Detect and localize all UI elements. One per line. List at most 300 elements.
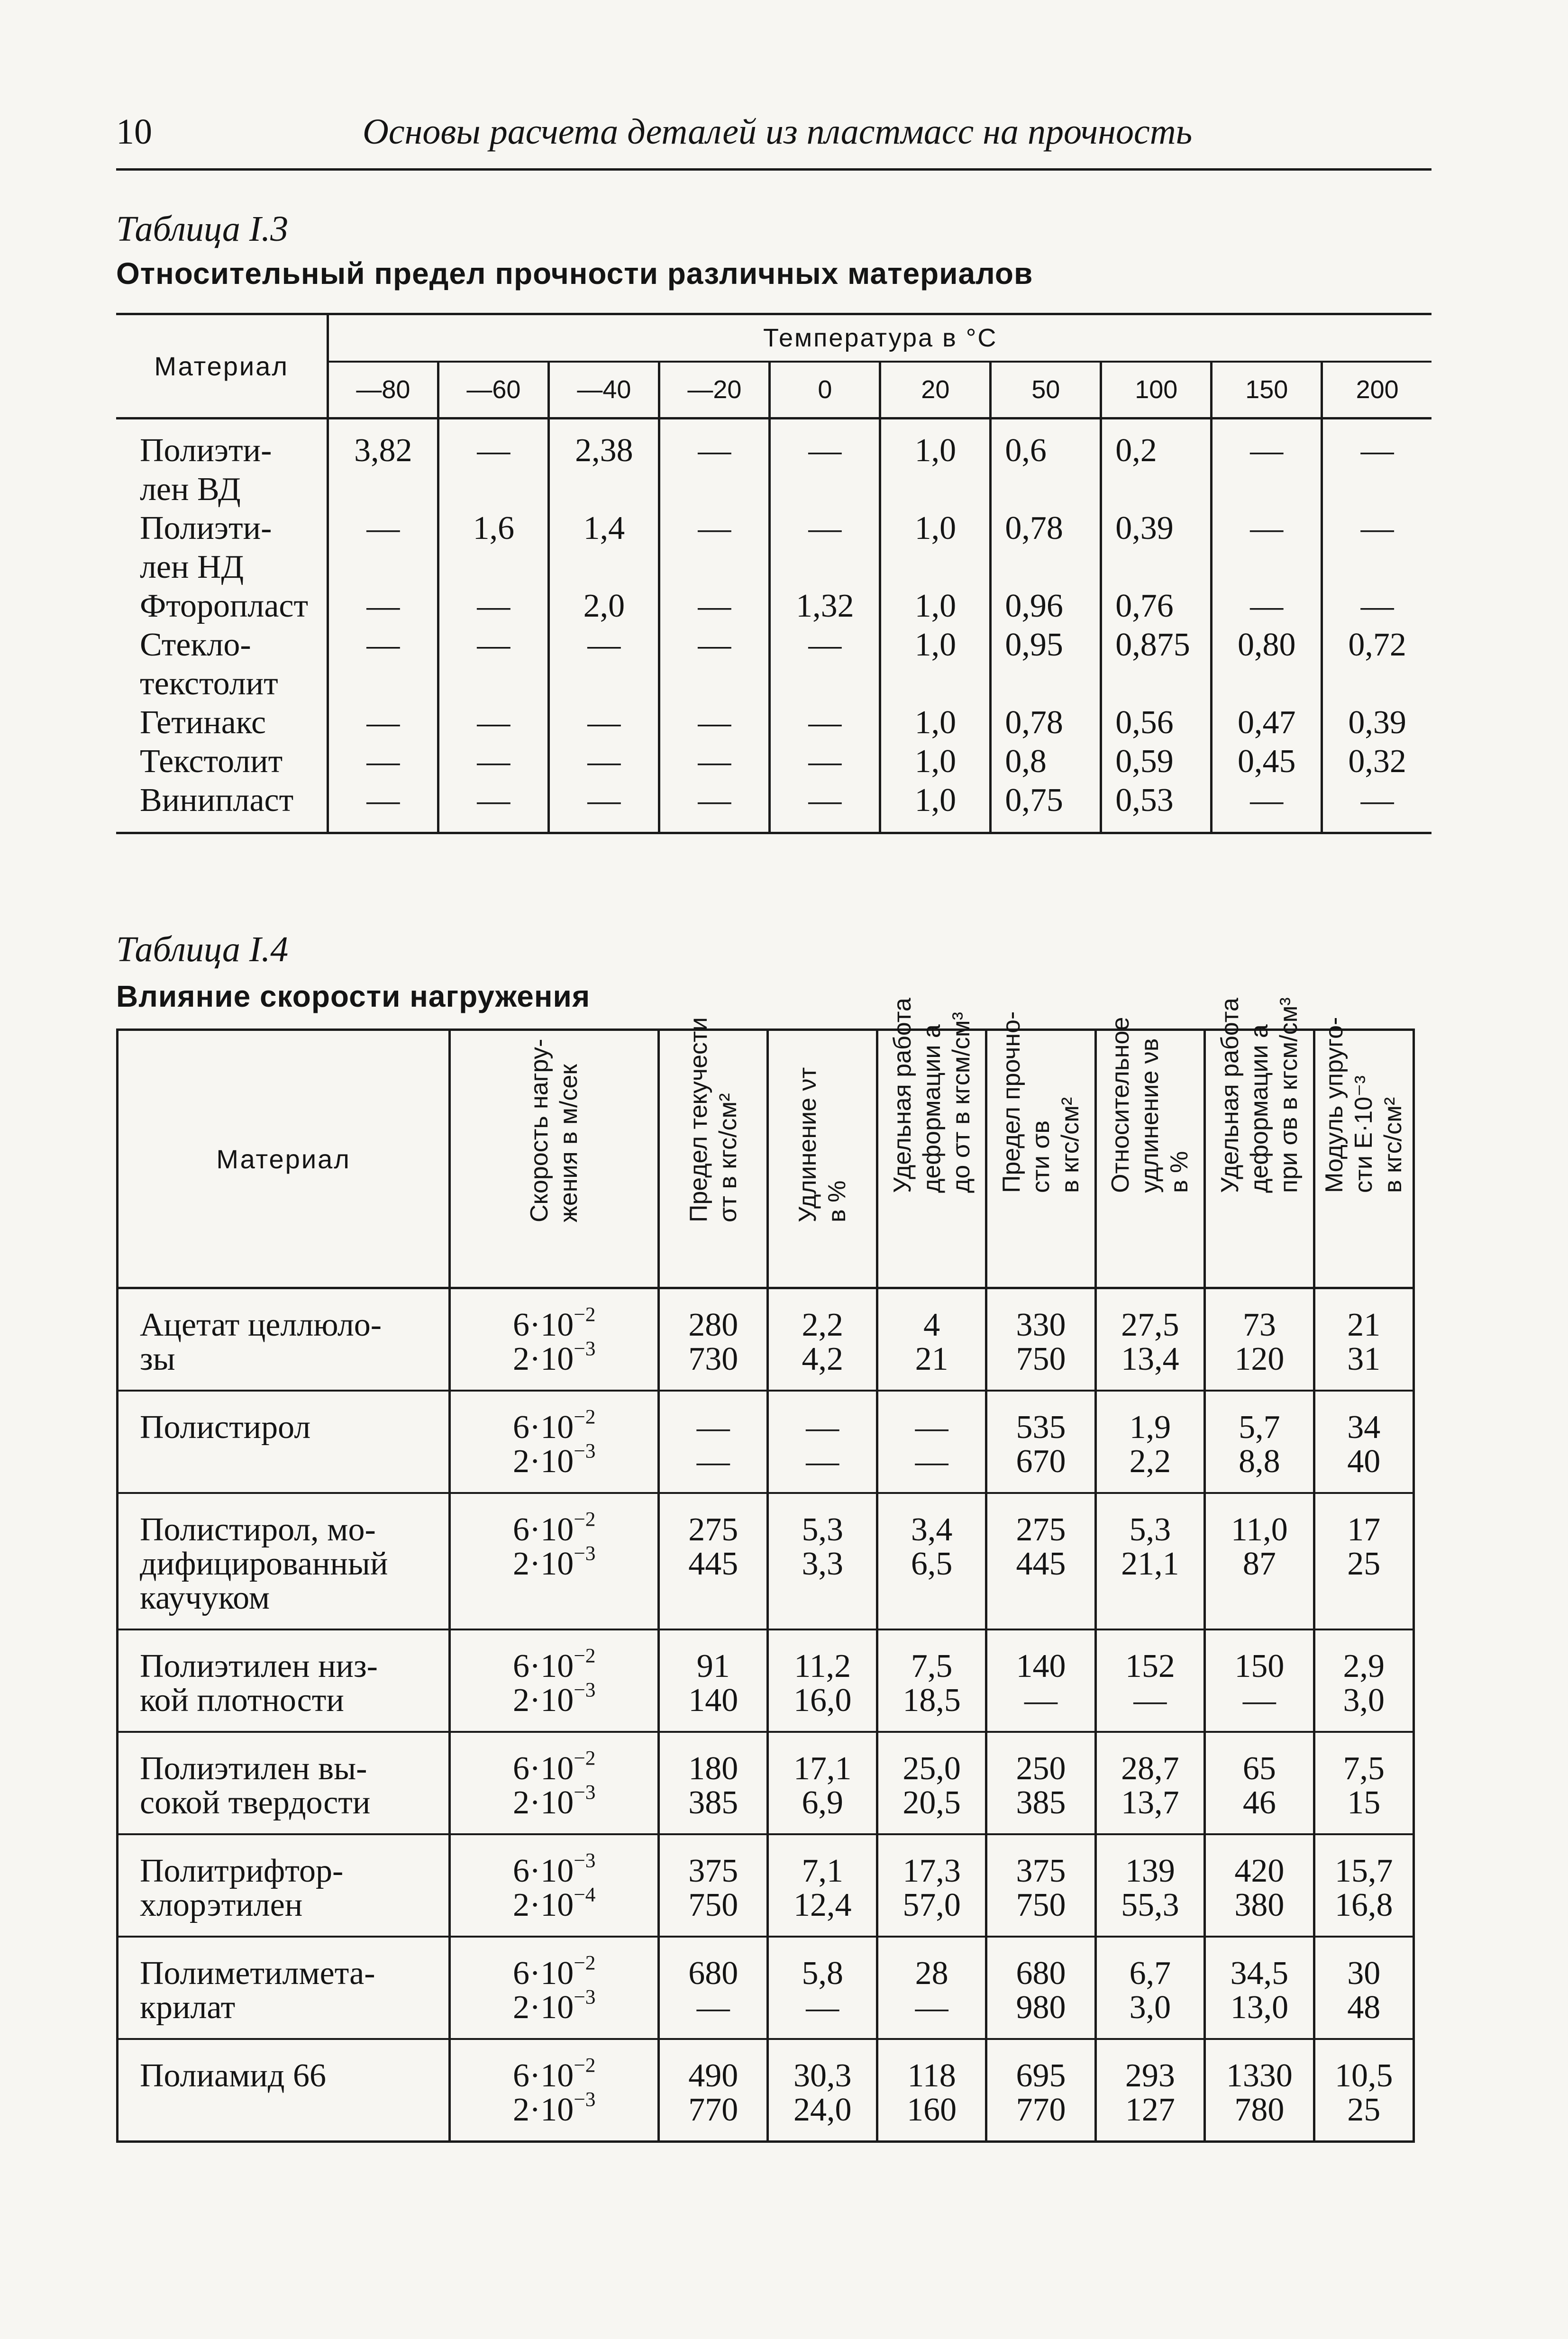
table-row: [118, 1493, 1414, 1629]
column-header-text: Модуль упруго- сти E·10⁻³ в кгс/см²: [1321, 1017, 1407, 1193]
value-line: 750: [688, 1887, 738, 1923]
value-line: 46: [1242, 1784, 1276, 1821]
material-line: Полиэтилен низ-: [140, 1648, 378, 1684]
material-cell: [118, 1834, 450, 1937]
value-line: 24,0: [793, 2092, 852, 2128]
value-cell: [877, 1834, 986, 1937]
column-header-text: Удлинение νт в %: [794, 1067, 851, 1222]
value-cell: [877, 1391, 986, 1493]
value-cell: [1095, 1937, 1204, 2039]
value-cell: [877, 1493, 986, 1629]
value-cell: 0,47: [1212, 703, 1322, 742]
column-header-wrap: [878, 998, 985, 1287]
speed-value: $2\cdot 10^{-3}$: [512, 1542, 596, 1582]
value-line: 980: [1016, 1989, 1066, 2026]
temperature-column-header: 200: [1356, 375, 1399, 404]
value-cell: —: [1360, 432, 1394, 469]
column-header: [986, 1011, 1095, 1288]
material-line: сокой твердости: [140, 1784, 371, 1821]
table-row: [118, 2039, 1414, 2142]
value-line: 15: [1347, 1784, 1381, 1821]
value-cell: 0,59: [1101, 742, 1212, 781]
speed-value: $2\cdot 10^{-3}$: [512, 1781, 596, 1821]
speed-exponent: −3: [574, 2088, 596, 2111]
value-line: 55,3: [1121, 1887, 1179, 1923]
value-line: 1,9: [1129, 1409, 1171, 1446]
value-cell: [986, 2039, 1095, 2142]
material-line: Ацетат целлюло-: [140, 1307, 382, 1343]
value-line: 695: [1016, 2057, 1066, 2094]
speed-value: $6\cdot 10^{-2}$: [512, 1951, 596, 1992]
material-cell: [116, 781, 328, 833]
value-line: 139: [1125, 1853, 1175, 1889]
value-cell: [1095, 2039, 1204, 2142]
value-cell: 0,53: [1101, 781, 1212, 833]
value-line: 11,2: [794, 1648, 851, 1684]
value-cell: 1,0: [880, 742, 991, 781]
value-cell: [1095, 1732, 1204, 1834]
value-line: 17,1: [793, 1750, 852, 1787]
value-line: —: [915, 1443, 948, 1480]
speed-cell: [450, 1732, 659, 1834]
page-number: 10: [116, 112, 152, 152]
value-line: 375: [688, 1853, 738, 1889]
speed-value: $2\cdot 10^{-3}$: [512, 1678, 596, 1719]
speed-value: $6\cdot 10^{-2}$: [512, 1644, 596, 1684]
value-line: 6,7: [1129, 1955, 1171, 1992]
value-cell: [1205, 1937, 1314, 2039]
value-line: 140: [1016, 1648, 1066, 1684]
value-line: 5,8: [802, 1955, 843, 1992]
value-cell: [877, 2039, 986, 2142]
value-cell: [986, 1288, 1095, 1391]
value-line: 13,7: [1121, 1784, 1179, 1821]
speed-exponent: −3: [574, 1439, 596, 1463]
value-cell: [768, 1937, 877, 2039]
value-cell: —: [549, 703, 659, 742]
value-cell: —: [770, 742, 880, 781]
material-cell: [118, 2039, 450, 2142]
table14-material-header: Материал: [118, 1030, 450, 1288]
value-line: 375: [1016, 1853, 1066, 1889]
value-cell: —: [659, 626, 770, 703]
material-line: Стекло-: [140, 627, 251, 663]
value-cell: —: [1212, 781, 1322, 833]
table14-label: Таблица I.4: [116, 929, 289, 969]
header-rule: [116, 168, 1431, 171]
value-cell: —: [549, 742, 659, 781]
column-header: [1205, 997, 1314, 1288]
material-cell: [116, 742, 328, 781]
value-cell: 0,76: [1101, 587, 1212, 626]
value-cell: —: [438, 587, 549, 626]
value-line: 31: [1347, 1341, 1381, 1377]
value-cell: [1095, 1834, 1204, 1937]
value-cell: [877, 1732, 986, 1834]
value-cell: —: [328, 587, 438, 626]
value-cell: [986, 1937, 1095, 2039]
value-line: 13,0: [1230, 1989, 1289, 2026]
value-cell: [1314, 1493, 1413, 1629]
value-line: 73: [1242, 1307, 1276, 1343]
material-cell: [118, 1732, 450, 1834]
value-cell: [659, 1391, 768, 1493]
value-cell: [768, 1629, 877, 1732]
speed-exponent: −3: [574, 1849, 596, 1872]
value-cell: —: [438, 703, 549, 742]
table13-temperature-header: Температура в °С: [328, 314, 1431, 362]
value-line: 25,0: [903, 1750, 961, 1787]
value-line: 18,5: [903, 1682, 961, 1719]
column-header-text: Предел текучести σт в кгс/см²: [684, 1017, 742, 1222]
value-cell: [877, 1629, 986, 1732]
value-cell: 0,72: [1348, 627, 1406, 663]
table13-title: Относительный предел прочности различных материалов: [116, 256, 1033, 291]
value-line: —: [1024, 1682, 1057, 1719]
value-cell: [1205, 1834, 1314, 1937]
value-cell: 0,78: [991, 509, 1101, 587]
table-row: [116, 419, 1431, 510]
column-header-wrap: [660, 1017, 766, 1287]
value-line: 21: [915, 1341, 948, 1377]
value-line: 13,4: [1121, 1341, 1179, 1377]
column-header-wrap: [769, 1036, 875, 1287]
value-line: 445: [1016, 1546, 1066, 1582]
value-cell: —: [770, 781, 880, 833]
speed-cell: [450, 2039, 659, 2142]
material-line: Полистирол, мо-: [140, 1511, 376, 1548]
value-line: 7,5: [1343, 1750, 1385, 1787]
value-line: 12,4: [793, 1887, 852, 1923]
value-line: 275: [1016, 1511, 1066, 1548]
speed-exponent: −4: [574, 1883, 596, 1906]
value-cell: [1314, 1732, 1413, 1834]
temperature-column-header: —20: [659, 362, 770, 419]
value-cell: [768, 1391, 877, 1493]
value-line: 3,3: [802, 1546, 843, 1582]
value-line: 8,8: [1239, 1443, 1280, 1480]
value-cell: —: [328, 781, 438, 833]
column-header: [659, 1017, 768, 1288]
material-line: лен НД: [140, 549, 244, 585]
value-cell: —: [1360, 510, 1394, 546]
column-header-text: Предел прочно- сти σв в кгс/см²: [998, 1011, 1084, 1193]
speed-cell: [450, 1391, 659, 1493]
value-cell: [986, 1732, 1095, 1834]
value-cell: [1205, 1493, 1314, 1629]
value-line: 17: [1347, 1511, 1381, 1548]
value-cell: 2,0: [549, 587, 659, 626]
value-line: 3,0: [1343, 1682, 1385, 1719]
value-cell: 0,6: [991, 419, 1101, 510]
value-line: 680: [1016, 1955, 1066, 1992]
material-line: Политрифтор-: [140, 1853, 344, 1889]
table-row: [118, 1391, 1414, 1493]
material-cell: [118, 1391, 450, 1493]
value-line: 6,5: [911, 1546, 953, 1582]
value-line: 30: [1347, 1955, 1381, 1992]
speed-cell: [450, 1493, 659, 1629]
value-cell: —: [770, 703, 880, 742]
table13: [116, 313, 1431, 834]
value-cell: —: [438, 419, 549, 510]
column-header: [450, 1030, 659, 1288]
value-line: —: [696, 1409, 730, 1446]
speed-exponent: −3: [574, 1678, 596, 1702]
value-line: 490: [688, 2057, 738, 2094]
speed-value: $6\cdot 10^{-2}$: [512, 2054, 596, 2094]
column-header-wrap: [987, 1011, 1094, 1287]
value-line: 160: [907, 2092, 957, 2128]
table-row: [118, 1288, 1414, 1391]
value-line: 48: [1347, 1989, 1381, 2026]
value-cell: —: [328, 742, 438, 781]
running-header: [116, 111, 1431, 161]
value-cell: [1314, 1629, 1413, 1732]
value-cell: 1,0: [880, 703, 991, 742]
value-line: —: [806, 1989, 839, 2026]
value-cell: [659, 1493, 768, 1629]
value-cell: 0,75: [991, 781, 1101, 833]
running-title: Основы расчета деталей из пластмасс на прочность: [363, 112, 1193, 152]
value-line: 21,1: [1121, 1546, 1179, 1582]
value-line: 20,5: [903, 1784, 961, 1821]
value-line: 140: [688, 1682, 738, 1719]
value-cell: [877, 1937, 986, 2039]
value-cell: 0,39: [1348, 704, 1406, 741]
value-line: 65: [1242, 1750, 1276, 1787]
table14-title: Влияние скорости нагружения: [116, 979, 591, 1013]
value-cell: [768, 2039, 877, 2142]
value-line: 293: [1125, 2057, 1175, 2094]
table-row: [118, 1629, 1414, 1732]
value-cell: —: [549, 781, 659, 833]
column-header-text: Скорость нагру- жения в м/сек: [526, 1038, 583, 1222]
value-line: 87: [1242, 1546, 1276, 1582]
value-cell: [877, 1288, 986, 1391]
material-line: дифицированный: [140, 1546, 388, 1582]
material-line: крилат: [140, 1989, 236, 2026]
material-line: зы: [140, 1341, 175, 1377]
column-header-wrap: [451, 1036, 657, 1287]
value-line: 25: [1347, 1546, 1381, 1582]
value-cell: [986, 1834, 1095, 1937]
value-cell: [1205, 1732, 1314, 1834]
value-line: 420: [1234, 1853, 1285, 1889]
value-cell: 0,96: [991, 587, 1101, 626]
value-cell: [1314, 1288, 1413, 1391]
value-cell: [1205, 1288, 1314, 1391]
value-cell: 1,0: [880, 419, 991, 510]
material-line: Полистирол: [140, 1409, 311, 1446]
column-header-wrap: [1206, 997, 1313, 1287]
value-cell: [659, 1834, 768, 1937]
value-line: 385: [1016, 1784, 1066, 1821]
value-cell: [986, 1629, 1095, 1732]
value-line: 57,0: [903, 1887, 961, 1923]
value-cell: [659, 1732, 768, 1834]
value-line: —: [806, 1409, 839, 1446]
value-cell: —: [770, 419, 880, 510]
value-cell: —: [328, 703, 438, 742]
column-header: [768, 1030, 877, 1288]
value-cell: 2,38: [549, 419, 659, 510]
speed-cell: [450, 1937, 659, 2039]
speed-value: $2\cdot 10^{-4}$: [512, 1883, 596, 1923]
material-line: текстолит: [140, 665, 278, 702]
value-line: 34,5: [1230, 1955, 1289, 1992]
table-row: [118, 1834, 1414, 1937]
material-line: Фторопласт: [140, 588, 309, 624]
material-line: Полиэти-: [140, 432, 272, 469]
column-header-text: Относительное удлинение νв в %: [1107, 1017, 1194, 1193]
value-cell: —: [659, 742, 770, 781]
material-line: кой плотности: [140, 1682, 344, 1719]
value-line: 6,9: [802, 1784, 843, 1821]
value-cell: —: [438, 626, 549, 703]
value-line: 16,8: [1335, 1887, 1393, 1923]
material-cell: [118, 1629, 450, 1732]
material-cell: [116, 419, 328, 510]
column-header-wrap: [1097, 1017, 1203, 1287]
speed-value: $6\cdot 10^{-2}$: [512, 1303, 596, 1343]
speed-exponent: −2: [574, 2054, 596, 2077]
value-line: 120: [1234, 1341, 1285, 1377]
speed-value: $6\cdot 10^{-2}$: [512, 1508, 596, 1548]
column-header: [1095, 1017, 1204, 1288]
value-cell: [768, 1732, 877, 1834]
speed-value: $2\cdot 10^{-3}$: [512, 1985, 596, 2026]
table13-label: Таблица I.3: [116, 209, 289, 249]
value-line: —: [806, 1443, 839, 1480]
value-cell: [768, 1834, 877, 1937]
value-cell: —: [659, 509, 770, 587]
speed-exponent: −3: [574, 1985, 596, 2009]
value-cell: 1,4: [549, 509, 659, 587]
value-line: 150: [1234, 1648, 1285, 1684]
table-row: [116, 781, 1431, 833]
value-line: 770: [1016, 2092, 1066, 2128]
value-line: 750: [1016, 1341, 1066, 1377]
value-line: 5,7: [1239, 1409, 1280, 1446]
value-line: 445: [688, 1546, 738, 1582]
value-cell: —: [659, 781, 770, 833]
value-line: 27,5: [1121, 1307, 1179, 1343]
temperature-column-header: —60: [438, 362, 549, 419]
value-line: 180: [688, 1750, 738, 1787]
value-cell: [1095, 1629, 1204, 1732]
temperature-column-header: 100: [1101, 362, 1212, 419]
value-line: —: [696, 1989, 730, 2026]
value-cell: [659, 1288, 768, 1391]
speed-value: $2\cdot 10^{-3}$: [512, 1439, 596, 1480]
value-line: 330: [1016, 1307, 1066, 1343]
table-row: [116, 703, 1431, 742]
temperature-column-header: —80: [328, 362, 438, 419]
value-cell: —: [328, 626, 438, 703]
value-line: 28,7: [1121, 1750, 1179, 1787]
value-line: —: [1242, 1682, 1276, 1719]
value-line: 2,9: [1343, 1648, 1385, 1684]
value-cell: [659, 2039, 768, 2142]
value-cell: [1314, 1834, 1413, 1937]
value-line: 535: [1016, 1409, 1066, 1446]
value-line: 10,5: [1335, 2057, 1393, 2094]
speed-value: $6\cdot 10^{-2}$: [512, 1747, 596, 1787]
value-line: —: [696, 1443, 730, 1480]
value-cell: 0,39: [1101, 509, 1212, 587]
material-line: Гетинакс: [140, 704, 266, 741]
value-line: 2,2: [1129, 1443, 1171, 1480]
value-cell: 1,0: [880, 781, 991, 833]
speed-exponent: −2: [574, 1644, 596, 1667]
speed-exponent: −2: [574, 1303, 596, 1326]
value-line: 770: [688, 2092, 738, 2128]
value-cell: 0,56: [1101, 703, 1212, 742]
value-cell: —: [1360, 588, 1394, 624]
value-line: 275: [688, 1511, 738, 1548]
value-line: 17,3: [903, 1853, 961, 1889]
value-cell: —: [438, 781, 549, 833]
value-cell: 0,95: [991, 626, 1101, 703]
speed-exponent: −3: [574, 1542, 596, 1565]
value-cell: [1205, 2039, 1314, 2142]
value-cell: [659, 1629, 768, 1732]
material-cell: [116, 703, 328, 742]
temperature-column-header: 50: [991, 362, 1101, 419]
material-line: Винипласт: [140, 782, 294, 819]
value-cell: [1095, 1493, 1204, 1629]
value-line: 28: [915, 1955, 948, 1992]
table-row: [116, 509, 1431, 587]
value-cell: —: [659, 419, 770, 510]
value-line: 7,5: [911, 1648, 953, 1684]
temperature-column-header: —40: [549, 362, 659, 419]
value-line: —: [915, 1989, 948, 2026]
value-line: 3,4: [911, 1511, 953, 1548]
value-line: 385: [688, 1784, 738, 1821]
value-cell: 1,32: [770, 587, 880, 626]
material-line: Текстолит: [140, 743, 283, 780]
material-line: Полиметилмета-: [140, 1955, 375, 1992]
value-line: 750: [1016, 1887, 1066, 1923]
material-line: лен ВД: [140, 471, 241, 508]
material-line: Полиэтилен вы-: [140, 1750, 367, 1787]
value-cell: —: [549, 626, 659, 703]
table14: [116, 997, 1415, 2143]
material-cell: [118, 1937, 450, 2039]
speed-exponent: −2: [574, 1405, 596, 1429]
column-header: [877, 998, 986, 1288]
material-line: Полиамид 66: [140, 2057, 326, 2094]
speed-exponent: −2: [574, 1508, 596, 1531]
value-line: 780: [1234, 2092, 1285, 2128]
value-line: —: [915, 1409, 948, 1446]
column-header-wrap: [1315, 1017, 1413, 1287]
speed-exponent: −3: [574, 1781, 596, 1804]
speed-cell: [450, 1288, 659, 1391]
value-cell: —: [438, 742, 549, 781]
value-cell: 3,82: [328, 419, 438, 510]
material-cell: [116, 509, 328, 587]
value-cell: [986, 1391, 1095, 1493]
value-cell: —: [1212, 419, 1322, 510]
speed-exponent: −2: [574, 1951, 596, 1975]
value-cell: 0,32: [1348, 743, 1406, 780]
value-cell: 1,0: [880, 626, 991, 703]
value-cell: —: [1212, 509, 1322, 587]
value-line: 730: [688, 1341, 738, 1377]
